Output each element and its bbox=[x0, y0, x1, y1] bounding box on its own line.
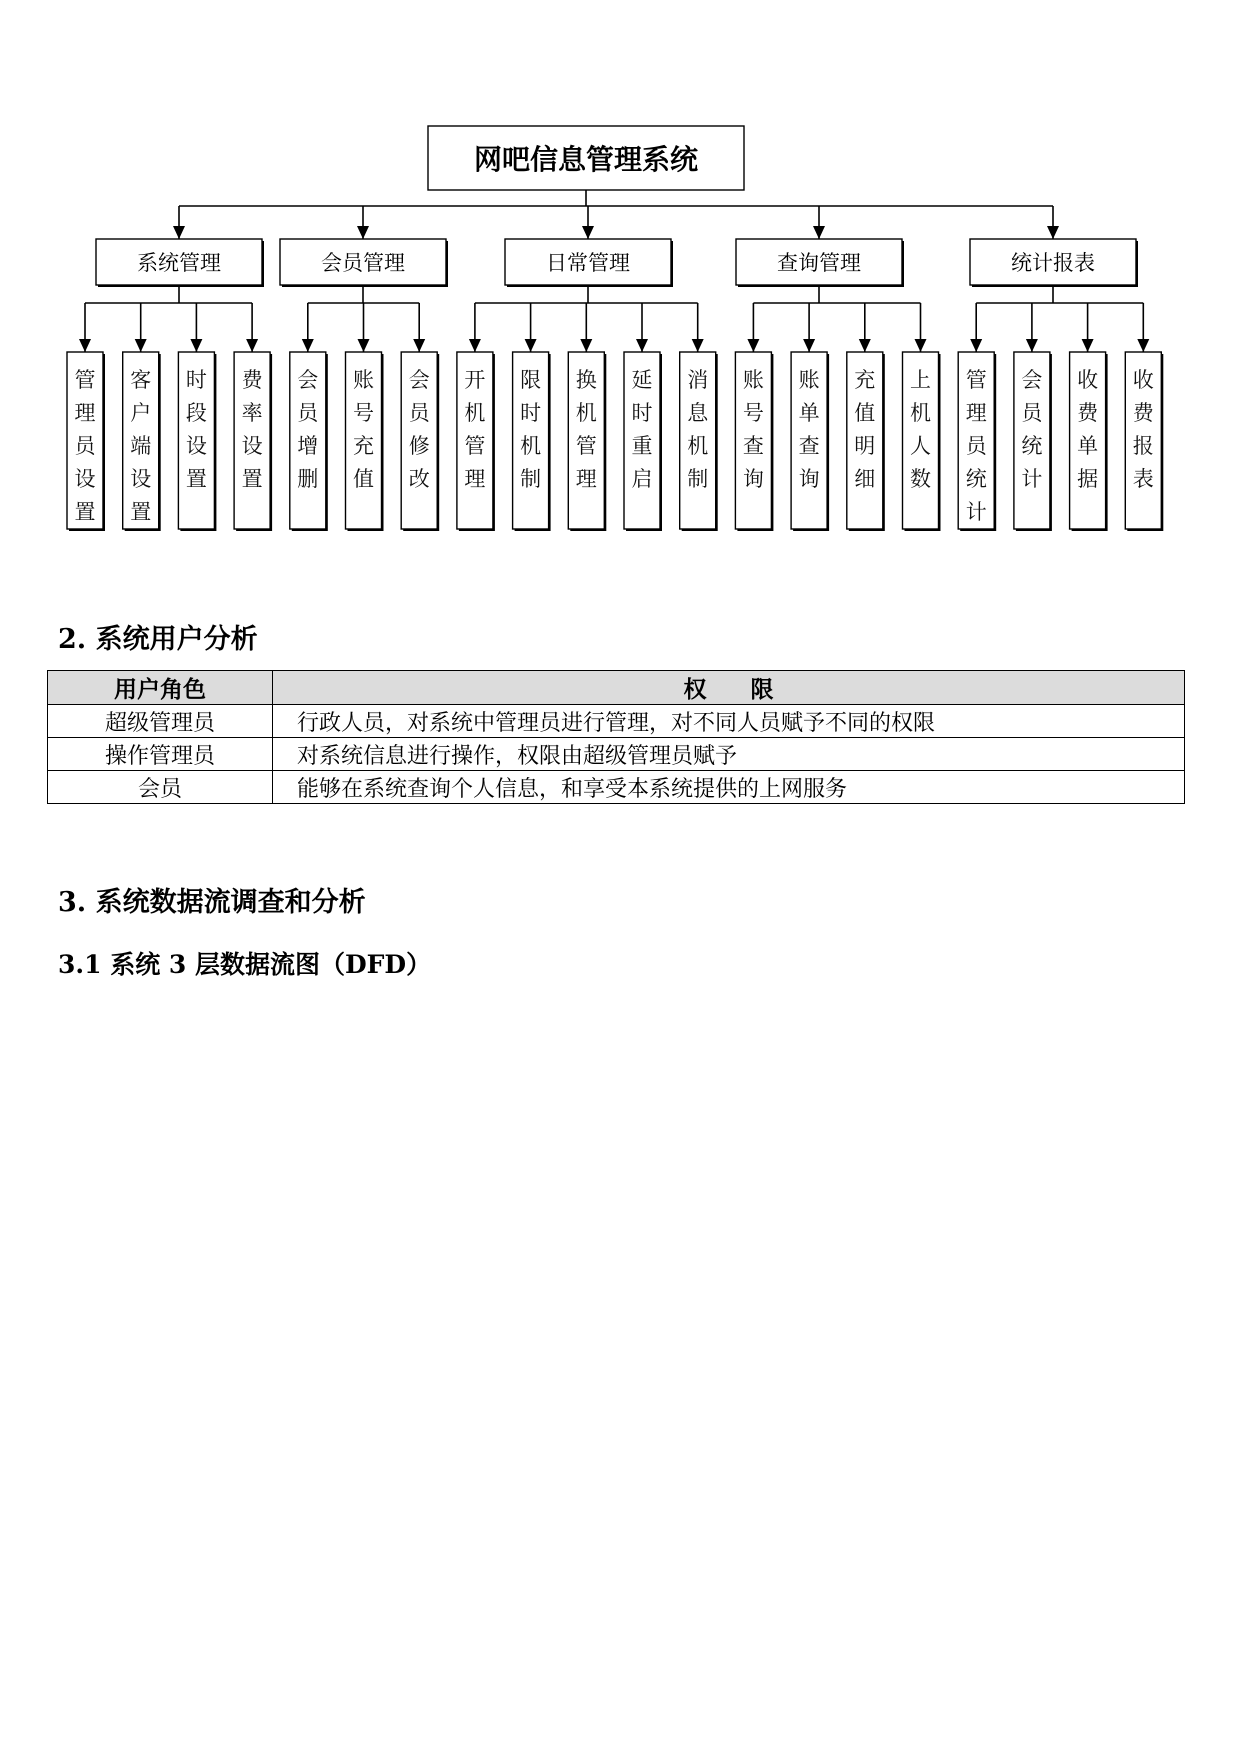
leaf-char: 费 bbox=[1077, 401, 1099, 425]
table-row bbox=[48, 705, 1185, 738]
permission-cell: 行政人员，对系统中管理员进行管理，对不同人员赋予不同的权限 bbox=[273, 705, 1185, 738]
header-role: 用户角色 bbox=[48, 671, 273, 705]
table-header-row bbox=[48, 671, 1185, 705]
leaf-arrow bbox=[636, 339, 648, 352]
leaf-char: 息 bbox=[687, 401, 709, 425]
leaf-char: 计 bbox=[965, 500, 987, 524]
group-arrow bbox=[357, 226, 369, 239]
leaf-char: 修 bbox=[408, 434, 430, 458]
leaf-node bbox=[290, 352, 326, 529]
leaf-char: 启 bbox=[631, 467, 653, 491]
leaf-char: 会 bbox=[297, 368, 319, 392]
leaf-char: 会 bbox=[408, 368, 430, 392]
group-arrow bbox=[173, 226, 185, 239]
leaf-char: 段 bbox=[185, 401, 207, 425]
group-arrow bbox=[582, 226, 594, 239]
leaf-arrow bbox=[525, 339, 537, 352]
leaf-arrow bbox=[469, 339, 481, 352]
leaf-char: 时 bbox=[520, 401, 542, 425]
leaf-char: 置 bbox=[130, 500, 152, 524]
leaf-char: 员 bbox=[965, 434, 987, 458]
leaf-char: 设 bbox=[130, 467, 152, 491]
leaf-node bbox=[234, 352, 270, 529]
leaf-char: 制 bbox=[520, 467, 542, 491]
leaf-char: 会 bbox=[1021, 368, 1043, 392]
leaf-char: 账 bbox=[742, 368, 764, 392]
leaf-char: 换 bbox=[575, 368, 597, 392]
leaf-arrow bbox=[302, 339, 314, 352]
leaf-node bbox=[346, 352, 382, 529]
leaf-char: 值 bbox=[353, 467, 374, 491]
leaf-char: 删 bbox=[297, 467, 319, 491]
leaf-node bbox=[847, 352, 883, 529]
leaf-char: 收 bbox=[1077, 368, 1099, 392]
leaf-char: 机 bbox=[464, 401, 486, 425]
leaf-arrow bbox=[970, 339, 982, 352]
role-cell: 会员 bbox=[48, 771, 273, 804]
root-node-title: 网吧信息管理系统 bbox=[473, 143, 698, 176]
leaf-char: 增 bbox=[297, 434, 319, 458]
leaf-char: 改 bbox=[408, 467, 430, 491]
group-node-5: 统计报表 bbox=[1011, 251, 1095, 275]
leaf-char: 询 bbox=[798, 467, 820, 491]
user-role-table bbox=[47, 670, 1185, 804]
leaf-node bbox=[735, 352, 771, 529]
leaf-char: 数 bbox=[910, 467, 931, 491]
leaf-char: 限 bbox=[520, 368, 542, 392]
leaf-char: 员 bbox=[408, 401, 430, 425]
leaf-char: 统 bbox=[965, 467, 987, 491]
group-node-3: 日常管理 bbox=[546, 251, 630, 275]
leaf-arrow bbox=[859, 339, 871, 352]
leaf-arrow bbox=[358, 339, 370, 352]
leaf-char: 管 bbox=[464, 434, 486, 458]
org-chart bbox=[0, 0, 1241, 560]
table-row bbox=[48, 771, 1185, 804]
leaf-char: 时 bbox=[185, 368, 207, 392]
leaf-arrow bbox=[1137, 339, 1149, 352]
leaf-node bbox=[680, 352, 716, 529]
group-node-2: 会员管理 bbox=[321, 251, 405, 275]
group-arrow bbox=[813, 226, 825, 239]
leaf-char: 统 bbox=[1021, 434, 1043, 458]
leaf-arrow bbox=[246, 339, 258, 352]
leaf-arrow bbox=[135, 339, 147, 352]
leaf-char: 开 bbox=[464, 368, 486, 392]
leaf-arrow bbox=[915, 339, 927, 352]
leaf-node bbox=[568, 352, 604, 529]
leaf-char: 单 bbox=[1077, 434, 1099, 458]
leaf-char: 号 bbox=[742, 401, 764, 425]
leaf-char: 消 bbox=[687, 368, 709, 392]
leaf-node bbox=[1014, 352, 1050, 529]
leaf-char: 机 bbox=[687, 434, 709, 458]
permission-cell: 能够在系统查询个人信息，和享受本系统提供的上网服务 bbox=[273, 771, 1185, 804]
leaf-char: 理 bbox=[74, 401, 96, 425]
leaf-char: 管 bbox=[575, 434, 597, 458]
leaf-node bbox=[123, 352, 159, 529]
leaf-arrow bbox=[1082, 339, 1094, 352]
leaf-char: 时 bbox=[631, 401, 653, 425]
leaf-char: 询 bbox=[742, 467, 764, 491]
leaf-char: 单 bbox=[798, 401, 820, 425]
leaf-char: 充 bbox=[854, 368, 876, 392]
leaf-char: 上 bbox=[910, 368, 931, 392]
leaf-char: 重 bbox=[631, 434, 653, 458]
leaf-char: 细 bbox=[854, 467, 876, 491]
leaf-arrow bbox=[803, 339, 815, 352]
leaf-char: 置 bbox=[185, 467, 207, 491]
group-node-4: 查询管理 bbox=[777, 251, 861, 275]
leaf-node bbox=[958, 352, 994, 529]
leaf-node bbox=[457, 352, 493, 529]
leaf-char: 理 bbox=[575, 467, 597, 491]
leaf-char: 充 bbox=[353, 434, 374, 458]
leaf-char: 理 bbox=[965, 401, 987, 425]
leaf-arrow bbox=[190, 339, 202, 352]
permission-cell: 对系统信息进行操作，权限由超级管理员赋予 bbox=[273, 738, 1185, 771]
leaf-char: 费 bbox=[241, 368, 263, 392]
role-cell: 操作管理员 bbox=[48, 738, 273, 771]
leaf-node bbox=[1070, 352, 1106, 529]
leaf-arrow bbox=[580, 339, 592, 352]
leaf-char: 员 bbox=[74, 434, 96, 458]
leaf-char: 账 bbox=[353, 368, 374, 392]
leaf-char: 收 bbox=[1132, 368, 1154, 392]
leaf-char: 费 bbox=[1132, 401, 1154, 425]
leaf-node bbox=[178, 352, 214, 529]
leaf-char: 户 bbox=[130, 401, 152, 425]
leaf-char: 员 bbox=[297, 401, 319, 425]
leaf-char: 明 bbox=[854, 434, 876, 458]
leaf-char: 表 bbox=[1132, 467, 1154, 491]
leaf-char: 设 bbox=[185, 434, 207, 458]
section-3-title: 3. 系统数据流调查和分析 bbox=[58, 887, 366, 918]
leaf-char: 理 bbox=[464, 467, 486, 491]
leaf-node bbox=[401, 352, 437, 529]
section-2-title: 2. 系统用户分析 bbox=[58, 624, 258, 655]
leaf-node bbox=[791, 352, 827, 529]
leaf-arrow bbox=[747, 339, 759, 352]
leaf-node bbox=[67, 352, 103, 529]
leaf-char: 查 bbox=[798, 434, 820, 458]
leaf-char: 管 bbox=[965, 368, 987, 392]
leaf-char: 据 bbox=[1077, 467, 1099, 491]
leaf-node bbox=[513, 352, 549, 529]
leaf-char: 设 bbox=[241, 434, 263, 458]
leaf-char: 客 bbox=[130, 368, 152, 392]
leaf-char: 率 bbox=[241, 401, 263, 425]
leaf-char: 查 bbox=[742, 434, 764, 458]
leaf-char: 机 bbox=[520, 434, 542, 458]
leaf-char: 值 bbox=[854, 401, 876, 425]
header-permission: 权限 bbox=[273, 671, 1185, 705]
leaf-char: 置 bbox=[241, 467, 263, 491]
leaf-char: 计 bbox=[1021, 467, 1043, 491]
leaf-char: 账 bbox=[798, 368, 820, 392]
leaf-char: 管 bbox=[74, 368, 96, 392]
leaf-arrow bbox=[1026, 339, 1038, 352]
leaf-char: 报 bbox=[1132, 434, 1154, 458]
leaf-char: 号 bbox=[353, 401, 374, 425]
role-cell: 超级管理员 bbox=[48, 705, 273, 738]
leaf-arrow bbox=[79, 339, 91, 352]
leaf-char: 机 bbox=[910, 401, 931, 425]
leaf-arrow bbox=[692, 339, 704, 352]
section-3-1-subtitle: 3.1 系统 3 层数据流图（DFD） bbox=[58, 950, 432, 979]
leaf-char: 置 bbox=[74, 500, 96, 524]
leaf-char: 机 bbox=[575, 401, 597, 425]
leaf-node bbox=[1125, 352, 1161, 529]
leaf-char: 人 bbox=[910, 434, 931, 458]
leaf-char: 延 bbox=[631, 368, 653, 392]
leaf-node bbox=[903, 352, 939, 529]
leaf-char: 设 bbox=[74, 467, 96, 491]
leaf-node bbox=[624, 352, 660, 529]
leaf-char: 员 bbox=[1021, 401, 1043, 425]
leaf-char: 端 bbox=[130, 434, 152, 458]
leaf-arrow bbox=[413, 339, 425, 352]
table-row bbox=[48, 738, 1185, 771]
leaf-char: 制 bbox=[687, 467, 709, 491]
group-node-1: 系统管理 bbox=[137, 251, 221, 275]
group-arrow bbox=[1047, 226, 1059, 239]
